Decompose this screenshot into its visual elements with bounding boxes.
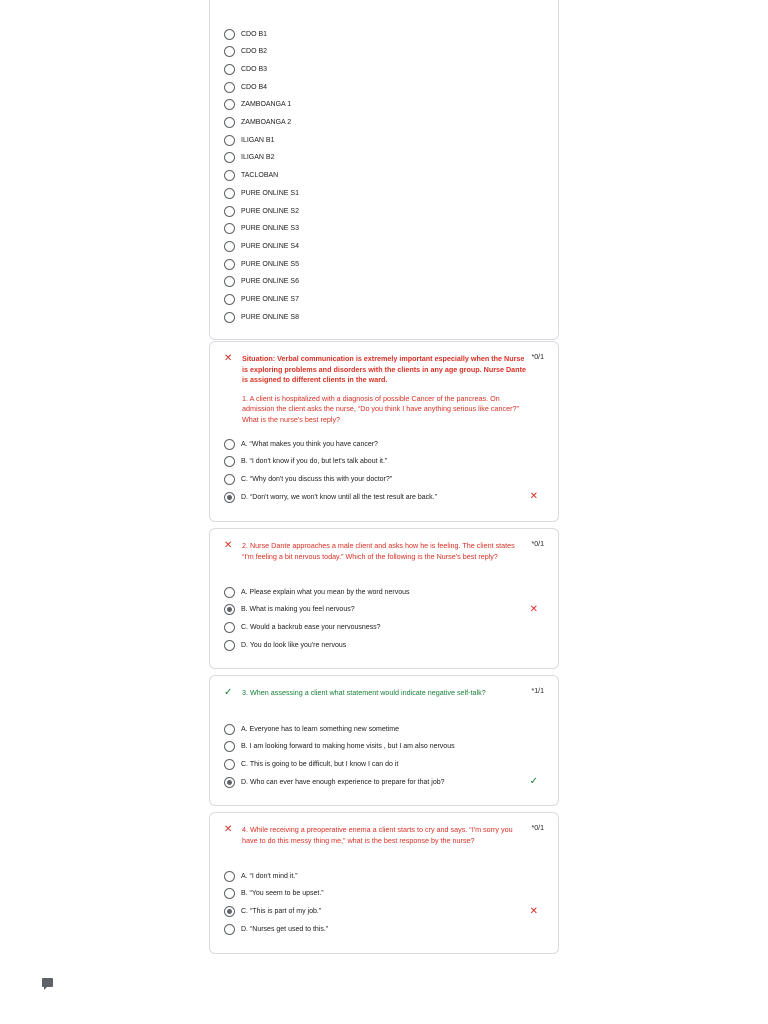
- question-text: 1. A client is hospitalized with a diagnosis of possible Cancer of the pancreas. On admission the client asks the nurse, “Do you think I have anything serious like cancer?” What is the nurse's best reply?: [242, 393, 519, 424]
- feedback-icon[interactable]: [42, 978, 53, 987]
- radio-button[interactable]: [224, 241, 235, 252]
- radio-button[interactable]: [224, 741, 235, 752]
- answer-option[interactable]: [224, 603, 355, 617]
- radio-button[interactable]: [224, 622, 235, 633]
- answer-option[interactable]: [224, 905, 321, 919]
- radio-button[interactable]: [224, 64, 235, 75]
- branch-option[interactable]: [224, 27, 267, 41]
- option-label: B. I am looking forward to making home visits , but I am also nervous: [241, 743, 455, 751]
- option-label: A. Everyone has to learn something new sometime: [241, 725, 399, 733]
- radio-button[interactable]: [224, 135, 235, 146]
- option-label: C. Would a backrub ease your nervousness?: [241, 624, 381, 632]
- question-card-4: [209, 812, 559, 954]
- answer-option[interactable]: [224, 775, 445, 789]
- branch-option[interactable]: [224, 62, 267, 76]
- radio-button[interactable]: [224, 152, 235, 163]
- radio-button[interactable]: [224, 640, 235, 651]
- radio-button[interactable]: [224, 474, 235, 485]
- close-icon: ✕: [224, 353, 233, 364]
- radio-button-selected[interactable]: [224, 906, 235, 917]
- radio-button[interactable]: [224, 759, 235, 770]
- option-label: D. “Don't worry, we won't know until all the test result are back.”: [241, 493, 437, 501]
- branch-option[interactable]: [224, 169, 278, 183]
- answer-option[interactable]: [224, 887, 324, 901]
- answer-option[interactable]: [224, 758, 398, 772]
- close-icon: ✕: [224, 540, 233, 551]
- option-label: A. “I don't mind it.”: [241, 872, 298, 880]
- branch-option[interactable]: [224, 293, 299, 307]
- option-label: CDO B2: [241, 48, 268, 56]
- situation-text: Situation: Verbal communication is extremely important especially when the Nurse is exploring problems and disorders with the clients in any age group. Nurse Dante is assigned to different clients in the ward.: [242, 354, 526, 385]
- branch-option[interactable]: [224, 116, 291, 130]
- option-label: PURE ONLINE S5: [241, 260, 299, 268]
- answer-option[interactable]: [224, 722, 399, 736]
- close-icon: ✕: [224, 824, 233, 835]
- option-label: B. What is making you feel nervous?: [241, 606, 355, 614]
- branch-option[interactable]: [224, 186, 299, 200]
- option-label: D. “Nurses get used to this.”: [241, 925, 329, 933]
- answer-option[interactable]: [224, 490, 437, 504]
- branch-option[interactable]: [224, 257, 299, 271]
- radio-button[interactable]: [224, 259, 235, 270]
- option-label: PURE ONLINE S7: [241, 296, 299, 303]
- option-label: CDO B1: [241, 30, 268, 38]
- option-label: ILIGAN B2: [241, 154, 275, 162]
- check-icon: ✓: [529, 776, 538, 788]
- radio-button[interactable]: [224, 312, 235, 323]
- branch-option[interactable]: [224, 45, 267, 59]
- option-label: B. “I don't know if you do, but let's talk about it.”: [241, 458, 388, 466]
- radio-button[interactable]: [224, 871, 235, 882]
- radio-button[interactable]: [224, 99, 235, 110]
- option-label: PURE ONLINE S8: [241, 313, 299, 321]
- question-text: 2. Nurse Dante approaches a male client and asks how he is feeling. The client states “I'm feeling a bit nervous today.” Which of the following is the Nurse's best reply?: [242, 541, 515, 561]
- radio-button[interactable]: [224, 276, 235, 287]
- radio-button[interactable]: [224, 206, 235, 217]
- answer-option[interactable]: [224, 621, 381, 635]
- answer-option[interactable]: [224, 638, 346, 652]
- radio-button[interactable]: [224, 587, 235, 598]
- branch-option[interactable]: [224, 204, 299, 218]
- radio-button[interactable]: [224, 924, 235, 935]
- option-label: D. You do look like you're nervous: [241, 641, 347, 649]
- radio-button[interactable]: [224, 294, 235, 305]
- option-label: B. “You seem to be upset.”: [241, 890, 324, 898]
- answer-option[interactable]: [224, 585, 410, 599]
- score-label: *1/1: [531, 688, 544, 695]
- branch-option[interactable]: [224, 222, 299, 236]
- radio-button[interactable]: [224, 46, 235, 57]
- option-label: CDO B3: [241, 65, 268, 73]
- question-card-2: [209, 528, 559, 669]
- radio-button-selected[interactable]: [224, 492, 235, 503]
- option-label: TACLOBAN: [241, 172, 279, 180]
- radio-button[interactable]: [224, 439, 235, 450]
- radio-button-selected[interactable]: [224, 604, 235, 615]
- branch-option[interactable]: [224, 275, 299, 289]
- question-text: 3. When assessing a client what statement would indicate negative self-talk?: [242, 688, 486, 697]
- question-card-1: [209, 341, 559, 522]
- branch-option[interactable]: [224, 80, 267, 94]
- radio-button[interactable]: [224, 82, 235, 93]
- option-label: D. Who can ever have enough experience to prepare for that job?: [241, 778, 445, 786]
- radio-button[interactable]: [224, 223, 235, 234]
- option-label: PURE ONLINE S6: [241, 278, 299, 286]
- branch-option[interactable]: [224, 151, 274, 165]
- radio-button-selected[interactable]: [224, 777, 235, 788]
- answer-option[interactable]: [224, 922, 328, 936]
- radio-button[interactable]: [224, 117, 235, 128]
- branch-option[interactable]: [224, 310, 299, 324]
- question-card-3: [209, 675, 559, 806]
- branch-option[interactable]: [224, 98, 291, 112]
- radio-button[interactable]: [224, 724, 235, 735]
- answer-option[interactable]: [224, 473, 392, 487]
- close-icon: ✕: [529, 603, 538, 615]
- answer-option[interactable]: [224, 869, 298, 883]
- answer-option[interactable]: [224, 437, 378, 451]
- score-label: *0/1: [531, 825, 544, 832]
- option-label: ILIGAN B1: [241, 136, 275, 144]
- option-label: PURE ONLINE S1: [241, 189, 299, 197]
- close-icon: ✕: [529, 905, 538, 917]
- option-label: ZAMBOANGA 2: [241, 119, 292, 126]
- option-label: C. “This is part of my job.”: [241, 908, 322, 916]
- branch-question-card: [209, 0, 559, 340]
- close-icon: ✕: [529, 491, 538, 503]
- radio-button[interactable]: [224, 888, 235, 899]
- option-label: C. “Why don't you discuss this with your doctor?”: [241, 476, 393, 484]
- answer-option[interactable]: [224, 455, 387, 469]
- branch-option[interactable]: [224, 133, 274, 147]
- radio-button[interactable]: [224, 456, 235, 467]
- radio-button[interactable]: [224, 29, 235, 40]
- radio-button[interactable]: [224, 188, 235, 199]
- option-label: A. “What makes you think you have cancer?: [241, 440, 378, 448]
- question-text: 4. While receiving a preoperative enema a client starts to cry and says. “I'm sorry you have to do this messy thing me,” what is the best response by the nurse?: [242, 825, 513, 845]
- option-label: PURE ONLINE S4: [241, 242, 299, 250]
- score-label: *0/1: [531, 354, 544, 361]
- option-label: ZAMBOANGA 1: [241, 101, 292, 109]
- option-label: CDO B4: [241, 83, 268, 91]
- option-label: C. This is going to be difficult, but I know I can do it: [241, 761, 399, 769]
- option-label: PURE ONLINE S2: [241, 207, 299, 215]
- check-icon: ✓: [224, 687, 233, 698]
- score-label: *0/1: [531, 541, 544, 548]
- option-label: A. Please explain what you mean by the word nervous: [241, 588, 410, 596]
- radio-button[interactable]: [224, 170, 235, 181]
- branch-option[interactable]: [224, 239, 299, 253]
- option-label: PURE ONLINE S3: [241, 225, 299, 233]
- answer-option[interactable]: [224, 740, 455, 754]
